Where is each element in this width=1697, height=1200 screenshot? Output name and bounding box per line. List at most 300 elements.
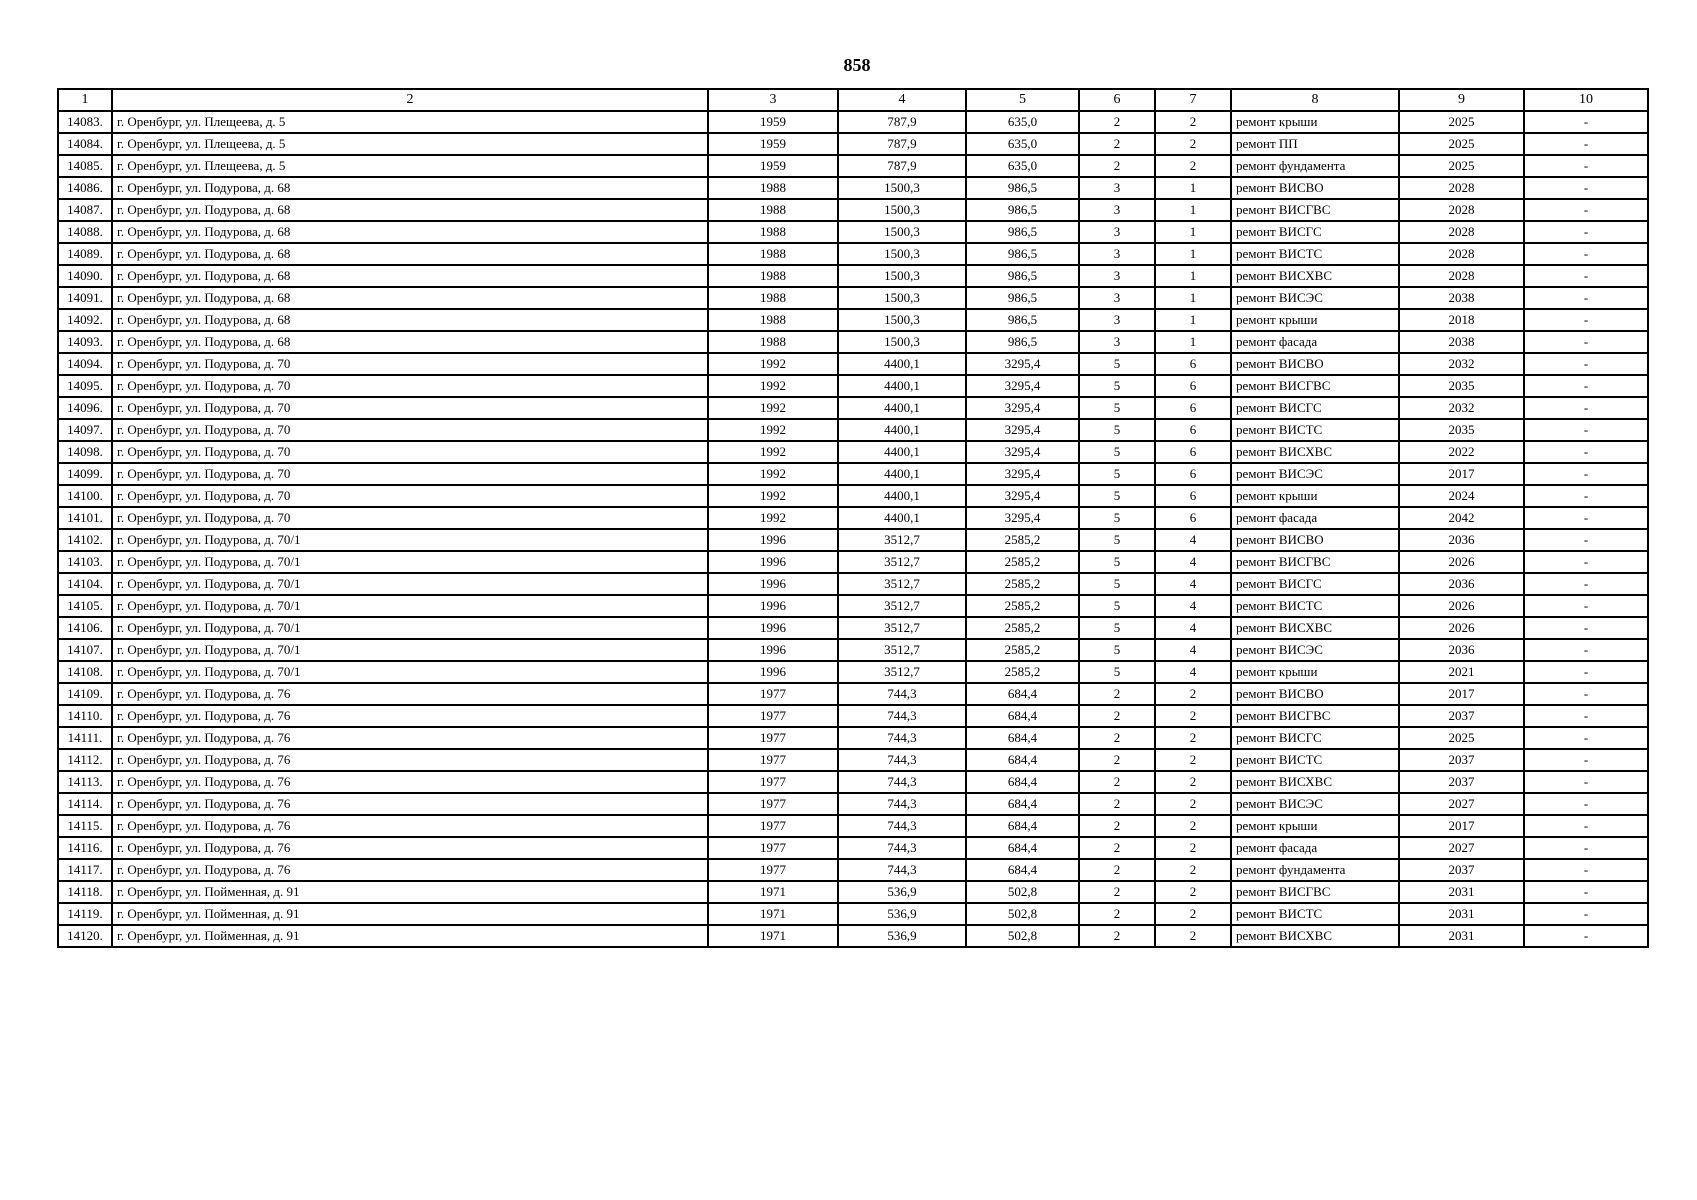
cell-floors: 5 [1079, 419, 1155, 441]
cell-row-number: 14119. [58, 903, 112, 925]
table-row [58, 661, 1648, 683]
table-row [58, 771, 1648, 793]
cell-planned-year: 2042 [1399, 507, 1524, 529]
cell-build-year: 1996 [708, 573, 838, 595]
cell-address: г. Оренбург, ул. Подурова, д. 70 [112, 419, 708, 441]
cell-row-number: 14106. [58, 617, 112, 639]
cell-row-number: 14086. [58, 177, 112, 199]
cell-entrances: 1 [1155, 243, 1231, 265]
cell-planned-year: 2028 [1399, 243, 1524, 265]
cell-work-type: ремонт крыши [1231, 111, 1399, 133]
cell-entrances: 2 [1155, 881, 1231, 903]
cell-planned-year: 2035 [1399, 419, 1524, 441]
cell-row-number: 14104. [58, 573, 112, 595]
cell-living-area: 2585,2 [966, 573, 1079, 595]
cell-build-year: 1977 [708, 815, 838, 837]
cell-note: - [1524, 859, 1648, 881]
cell-planned-year: 2022 [1399, 441, 1524, 463]
cell-entrances: 2 [1155, 749, 1231, 771]
cell-address: г. Оренбург, ул. Подурова, д. 70/1 [112, 551, 708, 573]
cell-floors: 2 [1079, 815, 1155, 837]
cell-entrances: 2 [1155, 859, 1231, 881]
cell-address: г. Оренбург, ул. Подурова, д. 70 [112, 507, 708, 529]
cell-total-area: 536,9 [838, 881, 966, 903]
cell-total-area: 3512,7 [838, 639, 966, 661]
column-header: 5 [966, 89, 1079, 111]
cell-floors: 2 [1079, 903, 1155, 925]
cell-entrances: 4 [1155, 551, 1231, 573]
cell-planned-year: 2017 [1399, 683, 1524, 705]
cell-address: г. Оренбург, ул. Подурова, д. 70/1 [112, 617, 708, 639]
cell-address: г. Оренбург, ул. Подурова, д. 70/1 [112, 529, 708, 551]
cell-living-area: 3295,4 [966, 397, 1079, 419]
cell-build-year: 1977 [708, 749, 838, 771]
cell-address: г. Оренбург, ул. Подурова, д. 70 [112, 485, 708, 507]
cell-total-area: 744,3 [838, 771, 966, 793]
cell-total-area: 1500,3 [838, 177, 966, 199]
cell-living-area: 3295,4 [966, 441, 1079, 463]
cell-work-type: ремонт ВИСТС [1231, 749, 1399, 771]
cell-address: г. Оренбург, ул. Подурова, д. 76 [112, 683, 708, 705]
cell-address: г. Оренбург, ул. Подурова, д. 68 [112, 287, 708, 309]
column-header: 3 [708, 89, 838, 111]
cell-entrances: 2 [1155, 705, 1231, 727]
cell-floors: 2 [1079, 925, 1155, 947]
cell-entrances: 4 [1155, 639, 1231, 661]
cell-living-area: 3295,4 [966, 375, 1079, 397]
cell-row-number: 14089. [58, 243, 112, 265]
cell-planned-year: 2025 [1399, 155, 1524, 177]
cell-floors: 5 [1079, 375, 1155, 397]
cell-total-area: 4400,1 [838, 353, 966, 375]
cell-entrances: 6 [1155, 441, 1231, 463]
cell-build-year: 1996 [708, 639, 838, 661]
cell-work-type: ремонт ВИСХВС [1231, 441, 1399, 463]
cell-floors: 5 [1079, 551, 1155, 573]
cell-total-area: 4400,1 [838, 463, 966, 485]
cell-note: - [1524, 309, 1648, 331]
table-row [58, 375, 1648, 397]
cell-row-number: 14102. [58, 529, 112, 551]
cell-floors: 3 [1079, 287, 1155, 309]
cell-planned-year: 2037 [1399, 749, 1524, 771]
cell-build-year: 1988 [708, 177, 838, 199]
cell-address: г. Оренбург, ул. Подурова, д. 70 [112, 375, 708, 397]
cell-floors: 2 [1079, 881, 1155, 903]
cell-note: - [1524, 331, 1648, 353]
cell-entrances: 2 [1155, 903, 1231, 925]
cell-entrances: 6 [1155, 353, 1231, 375]
cell-total-area: 4400,1 [838, 375, 966, 397]
column-header: 6 [1079, 89, 1155, 111]
cell-work-type: ремонт ВИСВО [1231, 683, 1399, 705]
cell-note: - [1524, 727, 1648, 749]
table-row [58, 815, 1648, 837]
cell-living-area: 986,5 [966, 265, 1079, 287]
cell-build-year: 1996 [708, 529, 838, 551]
cell-row-number: 14087. [58, 199, 112, 221]
cell-row-number: 14118. [58, 881, 112, 903]
cell-living-area: 684,4 [966, 815, 1079, 837]
cell-build-year: 1988 [708, 221, 838, 243]
cell-total-area: 744,3 [838, 749, 966, 771]
table-row [58, 859, 1648, 881]
cell-build-year: 1988 [708, 243, 838, 265]
cell-address: г. Оренбург, ул. Подурова, д. 76 [112, 727, 708, 749]
cell-living-area: 684,4 [966, 859, 1079, 881]
cell-note: - [1524, 925, 1648, 947]
cell-address: г. Оренбург, ул. Подурова, д. 70/1 [112, 595, 708, 617]
cell-row-number: 14110. [58, 705, 112, 727]
cell-entrances: 2 [1155, 925, 1231, 947]
cell-note: - [1524, 573, 1648, 595]
cell-planned-year: 2038 [1399, 287, 1524, 309]
cell-work-type: ремонт ВИСТС [1231, 595, 1399, 617]
cell-address: г. Оренбург, ул. Подурова, д. 76 [112, 793, 708, 815]
cell-planned-year: 2026 [1399, 617, 1524, 639]
table-row [58, 705, 1648, 727]
table-row [58, 463, 1648, 485]
cell-floors: 3 [1079, 309, 1155, 331]
cell-row-number: 14084. [58, 133, 112, 155]
table-row [58, 133, 1648, 155]
column-header: 10 [1524, 89, 1648, 111]
cell-living-area: 3295,4 [966, 485, 1079, 507]
cell-work-type: ремонт ВИСГВС [1231, 551, 1399, 573]
cell-address: г. Оренбург, ул. Подурова, д. 68 [112, 331, 708, 353]
cell-planned-year: 2028 [1399, 177, 1524, 199]
table-row [58, 903, 1648, 925]
cell-floors: 5 [1079, 485, 1155, 507]
cell-total-area: 4400,1 [838, 507, 966, 529]
column-header: 8 [1231, 89, 1399, 111]
cell-planned-year: 2036 [1399, 573, 1524, 595]
cell-planned-year: 2027 [1399, 837, 1524, 859]
cell-address: г. Оренбург, ул. Подурова, д. 76 [112, 859, 708, 881]
cell-living-area: 3295,4 [966, 507, 1079, 529]
cell-total-area: 1500,3 [838, 221, 966, 243]
cell-build-year: 1992 [708, 507, 838, 529]
cell-work-type: ремонт ВИСЭС [1231, 287, 1399, 309]
cell-row-number: 14094. [58, 353, 112, 375]
cell-planned-year: 2026 [1399, 551, 1524, 573]
cell-build-year: 1959 [708, 111, 838, 133]
cell-build-year: 1992 [708, 441, 838, 463]
table-row [58, 419, 1648, 441]
cell-entrances: 4 [1155, 661, 1231, 683]
cell-note: - [1524, 397, 1648, 419]
cell-living-area: 986,5 [966, 309, 1079, 331]
cell-planned-year: 2017 [1399, 815, 1524, 837]
cell-address: г. Оренбург, ул. Подурова, д. 70/1 [112, 661, 708, 683]
cell-note: - [1524, 793, 1648, 815]
cell-address: г. Оренбург, ул. Подурова, д. 76 [112, 749, 708, 771]
cell-work-type: ремонт ПП [1231, 133, 1399, 155]
cell-entrances: 2 [1155, 793, 1231, 815]
cell-work-type: ремонт ВИСГВС [1231, 881, 1399, 903]
cell-row-number: 14097. [58, 419, 112, 441]
cell-address: г. Оренбург, ул. Подурова, д. 68 [112, 177, 708, 199]
cell-floors: 3 [1079, 199, 1155, 221]
table-row [58, 573, 1648, 595]
cell-total-area: 4400,1 [838, 485, 966, 507]
table-row [58, 397, 1648, 419]
cell-build-year: 1992 [708, 485, 838, 507]
cell-planned-year: 2032 [1399, 353, 1524, 375]
cell-total-area: 787,9 [838, 155, 966, 177]
cell-note: - [1524, 749, 1648, 771]
cell-address: г. Оренбург, ул. Подурова, д. 70 [112, 397, 708, 419]
cell-build-year: 1988 [708, 265, 838, 287]
table-row [58, 793, 1648, 815]
table-row [58, 925, 1648, 947]
cell-work-type: ремонт ВИСГВС [1231, 705, 1399, 727]
cell-planned-year: 2025 [1399, 727, 1524, 749]
cell-floors: 5 [1079, 441, 1155, 463]
cell-planned-year: 2036 [1399, 639, 1524, 661]
table-row [58, 529, 1648, 551]
table-row [58, 639, 1648, 661]
cell-row-number: 14103. [58, 551, 112, 573]
column-header: 1 [58, 89, 112, 111]
cell-build-year: 1977 [708, 683, 838, 705]
cell-address: г. Оренбург, ул. Подурова, д. 68 [112, 265, 708, 287]
cell-planned-year: 2031 [1399, 925, 1524, 947]
cell-note: - [1524, 111, 1648, 133]
cell-planned-year: 2032 [1399, 397, 1524, 419]
cell-row-number: 14085. [58, 155, 112, 177]
cell-living-area: 986,5 [966, 177, 1079, 199]
cell-planned-year: 2031 [1399, 881, 1524, 903]
cell-entrances: 6 [1155, 485, 1231, 507]
cell-entrances: 2 [1155, 155, 1231, 177]
cell-work-type: ремонт ВИСХВС [1231, 925, 1399, 947]
cell-address: г. Оренбург, ул. Подурова, д. 68 [112, 199, 708, 221]
cell-total-area: 4400,1 [838, 419, 966, 441]
cell-note: - [1524, 155, 1648, 177]
cell-work-type: ремонт ВИСЭС [1231, 793, 1399, 815]
cell-note: - [1524, 903, 1648, 925]
cell-entrances: 4 [1155, 573, 1231, 595]
cell-build-year: 1977 [708, 771, 838, 793]
cell-planned-year: 2037 [1399, 705, 1524, 727]
table-row [58, 221, 1648, 243]
cell-row-number: 14108. [58, 661, 112, 683]
cell-note: - [1524, 507, 1648, 529]
cell-entrances: 1 [1155, 177, 1231, 199]
cell-entrances: 2 [1155, 815, 1231, 837]
cell-build-year: 1977 [708, 859, 838, 881]
cell-planned-year: 2027 [1399, 793, 1524, 815]
cell-planned-year: 2028 [1399, 265, 1524, 287]
cell-entrances: 2 [1155, 727, 1231, 749]
cell-row-number: 14120. [58, 925, 112, 947]
cell-living-area: 2585,2 [966, 617, 1079, 639]
cell-living-area: 684,4 [966, 793, 1079, 815]
cell-address: г. Оренбург, ул. Подурова, д. 70 [112, 441, 708, 463]
cell-entrances: 1 [1155, 199, 1231, 221]
cell-floors: 5 [1079, 507, 1155, 529]
cell-row-number: 14091. [58, 287, 112, 309]
table-row [58, 155, 1648, 177]
cell-work-type: ремонт ВИСХВС [1231, 265, 1399, 287]
cell-work-type: ремонт ВИСВО [1231, 353, 1399, 375]
cell-total-area: 4400,1 [838, 397, 966, 419]
cell-build-year: 1988 [708, 287, 838, 309]
cell-row-number: 14107. [58, 639, 112, 661]
cell-entrances: 2 [1155, 111, 1231, 133]
cell-build-year: 1959 [708, 133, 838, 155]
cell-planned-year: 2038 [1399, 331, 1524, 353]
cell-floors: 2 [1079, 859, 1155, 881]
cell-living-area: 986,5 [966, 199, 1079, 221]
cell-living-area: 2585,2 [966, 529, 1079, 551]
cell-work-type: ремонт ВИСВО [1231, 177, 1399, 199]
cell-build-year: 1992 [708, 463, 838, 485]
cell-floors: 2 [1079, 749, 1155, 771]
cell-planned-year: 2031 [1399, 903, 1524, 925]
cell-total-area: 787,9 [838, 111, 966, 133]
cell-row-number: 14109. [58, 683, 112, 705]
table-row [58, 441, 1648, 463]
table-row [58, 881, 1648, 903]
cell-build-year: 1977 [708, 837, 838, 859]
cell-entrances: 2 [1155, 837, 1231, 859]
cell-row-number: 14101. [58, 507, 112, 529]
cell-address: г. Оренбург, ул. Подурова, д. 76 [112, 705, 708, 727]
cell-build-year: 1988 [708, 331, 838, 353]
cell-note: - [1524, 639, 1648, 661]
table-row [58, 353, 1648, 375]
cell-build-year: 1988 [708, 199, 838, 221]
cell-total-area: 3512,7 [838, 595, 966, 617]
cell-total-area: 1500,3 [838, 309, 966, 331]
cell-planned-year: 2026 [1399, 595, 1524, 617]
cell-entrances: 4 [1155, 595, 1231, 617]
cell-build-year: 1996 [708, 617, 838, 639]
cell-work-type: ремонт ВИСГС [1231, 727, 1399, 749]
cell-work-type: ремонт крыши [1231, 815, 1399, 837]
cell-work-type: ремонт ВИСВО [1231, 529, 1399, 551]
cell-work-type: ремонт фасада [1231, 507, 1399, 529]
cell-planned-year: 2035 [1399, 375, 1524, 397]
cell-note: - [1524, 837, 1648, 859]
cell-note: - [1524, 617, 1648, 639]
cell-note: - [1524, 177, 1648, 199]
cell-note: - [1524, 881, 1648, 903]
cell-living-area: 2585,2 [966, 551, 1079, 573]
cell-total-area: 1500,3 [838, 243, 966, 265]
cell-living-area: 2585,2 [966, 661, 1079, 683]
cell-work-type: ремонт ВИСХВС [1231, 617, 1399, 639]
cell-entrances: 4 [1155, 617, 1231, 639]
cell-row-number: 14116. [58, 837, 112, 859]
cell-work-type: ремонт ВИСГВС [1231, 375, 1399, 397]
cell-address: г. Оренбург, ул. Плещеева, д. 5 [112, 133, 708, 155]
cell-living-area: 2585,2 [966, 639, 1079, 661]
table-row [58, 749, 1648, 771]
cell-note: - [1524, 771, 1648, 793]
cell-floors: 5 [1079, 353, 1155, 375]
column-header: 4 [838, 89, 966, 111]
cell-address: г. Оренбург, ул. Подурова, д. 70 [112, 353, 708, 375]
cell-entrances: 1 [1155, 265, 1231, 287]
cell-planned-year: 2018 [1399, 309, 1524, 331]
cell-build-year: 1996 [708, 661, 838, 683]
cell-total-area: 744,3 [838, 727, 966, 749]
cell-total-area: 1500,3 [838, 331, 966, 353]
cell-living-area: 684,4 [966, 705, 1079, 727]
cell-address: г. Оренбург, ул. Подурова, д. 70 [112, 463, 708, 485]
cell-note: - [1524, 705, 1648, 727]
cell-total-area: 536,9 [838, 903, 966, 925]
cell-work-type: ремонт ВИСГС [1231, 397, 1399, 419]
cell-build-year: 1971 [708, 881, 838, 903]
cell-note: - [1524, 441, 1648, 463]
cell-build-year: 1992 [708, 375, 838, 397]
cell-build-year: 1977 [708, 793, 838, 815]
column-header-row [58, 89, 1648, 111]
cell-entrances: 6 [1155, 375, 1231, 397]
table-row [58, 551, 1648, 573]
cell-total-area: 787,9 [838, 133, 966, 155]
cell-total-area: 3512,7 [838, 617, 966, 639]
cell-floors: 5 [1079, 595, 1155, 617]
cell-address: г. Оренбург, ул. Подурова, д. 70/1 [112, 639, 708, 661]
cell-build-year: 1971 [708, 903, 838, 925]
cell-work-type: ремонт фасада [1231, 331, 1399, 353]
cell-row-number: 14115. [58, 815, 112, 837]
cell-total-area: 4400,1 [838, 441, 966, 463]
cell-total-area: 744,3 [838, 859, 966, 881]
cell-address: г. Оренбург, ул. Подурова, д. 70/1 [112, 573, 708, 595]
cell-row-number: 14114. [58, 793, 112, 815]
cell-floors: 2 [1079, 155, 1155, 177]
cell-total-area: 744,3 [838, 683, 966, 705]
cell-planned-year: 2017 [1399, 463, 1524, 485]
cell-living-area: 635,0 [966, 155, 1079, 177]
table-row [58, 507, 1648, 529]
cell-living-area: 684,4 [966, 683, 1079, 705]
cell-row-number: 14096. [58, 397, 112, 419]
cell-build-year: 1977 [708, 727, 838, 749]
cell-entrances: 1 [1155, 221, 1231, 243]
cell-entrances: 6 [1155, 419, 1231, 441]
cell-floors: 5 [1079, 463, 1155, 485]
table-row [58, 683, 1648, 705]
cell-floors: 5 [1079, 661, 1155, 683]
cell-build-year: 1988 [708, 309, 838, 331]
cell-floors: 5 [1079, 639, 1155, 661]
cell-note: - [1524, 221, 1648, 243]
cell-living-area: 684,4 [966, 771, 1079, 793]
cell-entrances: 1 [1155, 309, 1231, 331]
cell-row-number: 14093. [58, 331, 112, 353]
table-row [58, 111, 1648, 133]
cell-total-area: 744,3 [838, 705, 966, 727]
cell-floors: 2 [1079, 727, 1155, 749]
cell-floors: 3 [1079, 265, 1155, 287]
cell-build-year: 1992 [708, 419, 838, 441]
cell-floors: 2 [1079, 683, 1155, 705]
cell-address: г. Оренбург, ул. Подурова, д. 68 [112, 243, 708, 265]
table-row [58, 595, 1648, 617]
cell-row-number: 14092. [58, 309, 112, 331]
cell-living-area: 502,8 [966, 881, 1079, 903]
cell-row-number: 14111. [58, 727, 112, 749]
cell-entrances: 2 [1155, 683, 1231, 705]
cell-living-area: 684,4 [966, 837, 1079, 859]
